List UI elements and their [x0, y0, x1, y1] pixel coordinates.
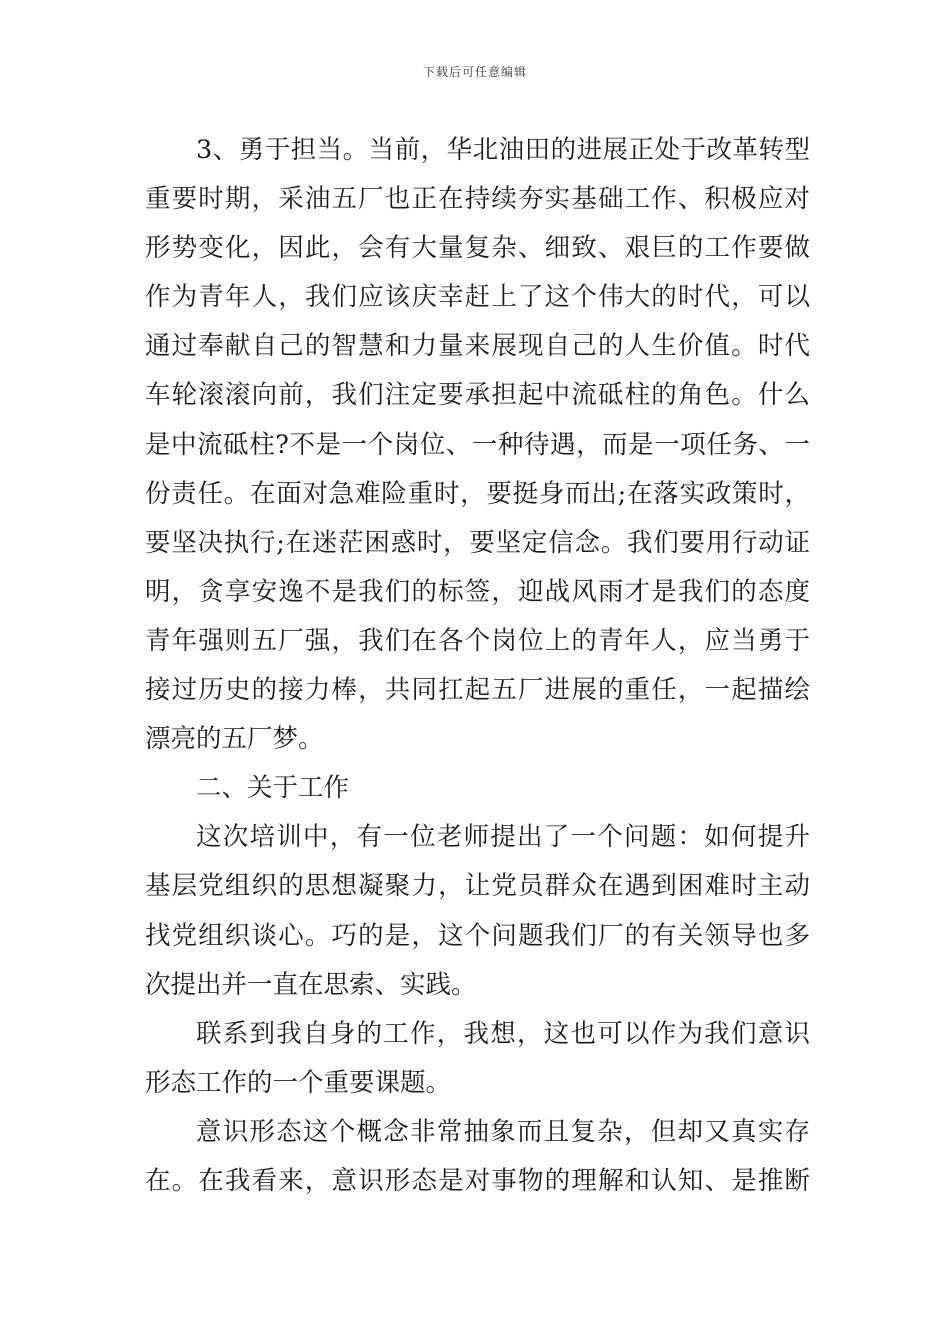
- paragraph-own-work: [145, 1010, 810, 1108]
- text-line: 形势变化，因此，会有大量复杂、细致、艰巨的工作要做: [145, 233, 810, 264]
- text-line: 重要时期，采油五厂也正在持续夯实基础工作、积极应对: [145, 184, 810, 215]
- page-header: 下载后可任意编辑: [422, 65, 527, 79]
- text-line: 基层党组织的思想凝聚力，让党员群众在遇到困难时主动: [145, 871, 810, 902]
- text-line: 要坚决执行;在迷茫困惑时，要坚定信念。我们要用行动证: [145, 527, 810, 558]
- paragraph-take-responsibility: [145, 126, 810, 764]
- text-line: 明，贪享安逸不是我们的标签，迎战风雨才是我们的态度: [145, 576, 810, 607]
- section-heading: 二、关于工作: [196, 773, 350, 804]
- document-body: [145, 126, 810, 1206]
- text-line: 作为青年人，我们应该庆幸赶上了这个伟大的时代，可以: [145, 282, 810, 313]
- text-line: 通过奉献自己的智慧和力量来展现自己的人生价值。时代: [145, 331, 810, 362]
- section-heading-work: [145, 764, 810, 813]
- text-line: 意识形态这个概念非常抽象而且复杂，但却又真实存: [196, 1116, 810, 1147]
- text-line: 在。在我看来，意识形态是对事物的理解和认知、是推断: [145, 1165, 810, 1196]
- text-line: 联系到我自身的工作，我想，这也可以作为我们意识: [196, 1018, 810, 1049]
- text-line: 车轮滚滚向前，我们注定要承担起中流砥柱的角色。什么: [145, 380, 810, 411]
- text-line: 漂亮的五厂梦。: [145, 724, 324, 755]
- text-line: 这次培训中，有一位老师提出了一个问题：如何提升: [196, 822, 810, 853]
- text-line: 份责任。在面对急难险重时，要挺身而出;在落实政策时，: [145, 478, 810, 509]
- paragraph-ideology: [145, 1108, 810, 1206]
- paragraph-training-question: [145, 813, 810, 1009]
- text-line: 找党组织谈心。巧的是，这个问题我们厂的有关领导也多: [145, 920, 810, 951]
- text-line: 3、勇于担当。当前，华北油田的进展正处于改革转型: [196, 135, 810, 165]
- text-line: 青年强则五厂强，我们在各个岗位上的青年人，应当勇于: [145, 625, 810, 656]
- text-line: 形态工作的一个重要课题。: [145, 1067, 452, 1098]
- text-line: 次提出并一直在思索、实践。: [145, 969, 477, 1000]
- text-line: 是中流砥柱?不是一个岗位、一种待遇，而是一项任务、一: [145, 429, 810, 460]
- text-line: 接过历史的接力棒，共同扛起五厂进展的重任，一起描绘: [145, 675, 810, 706]
